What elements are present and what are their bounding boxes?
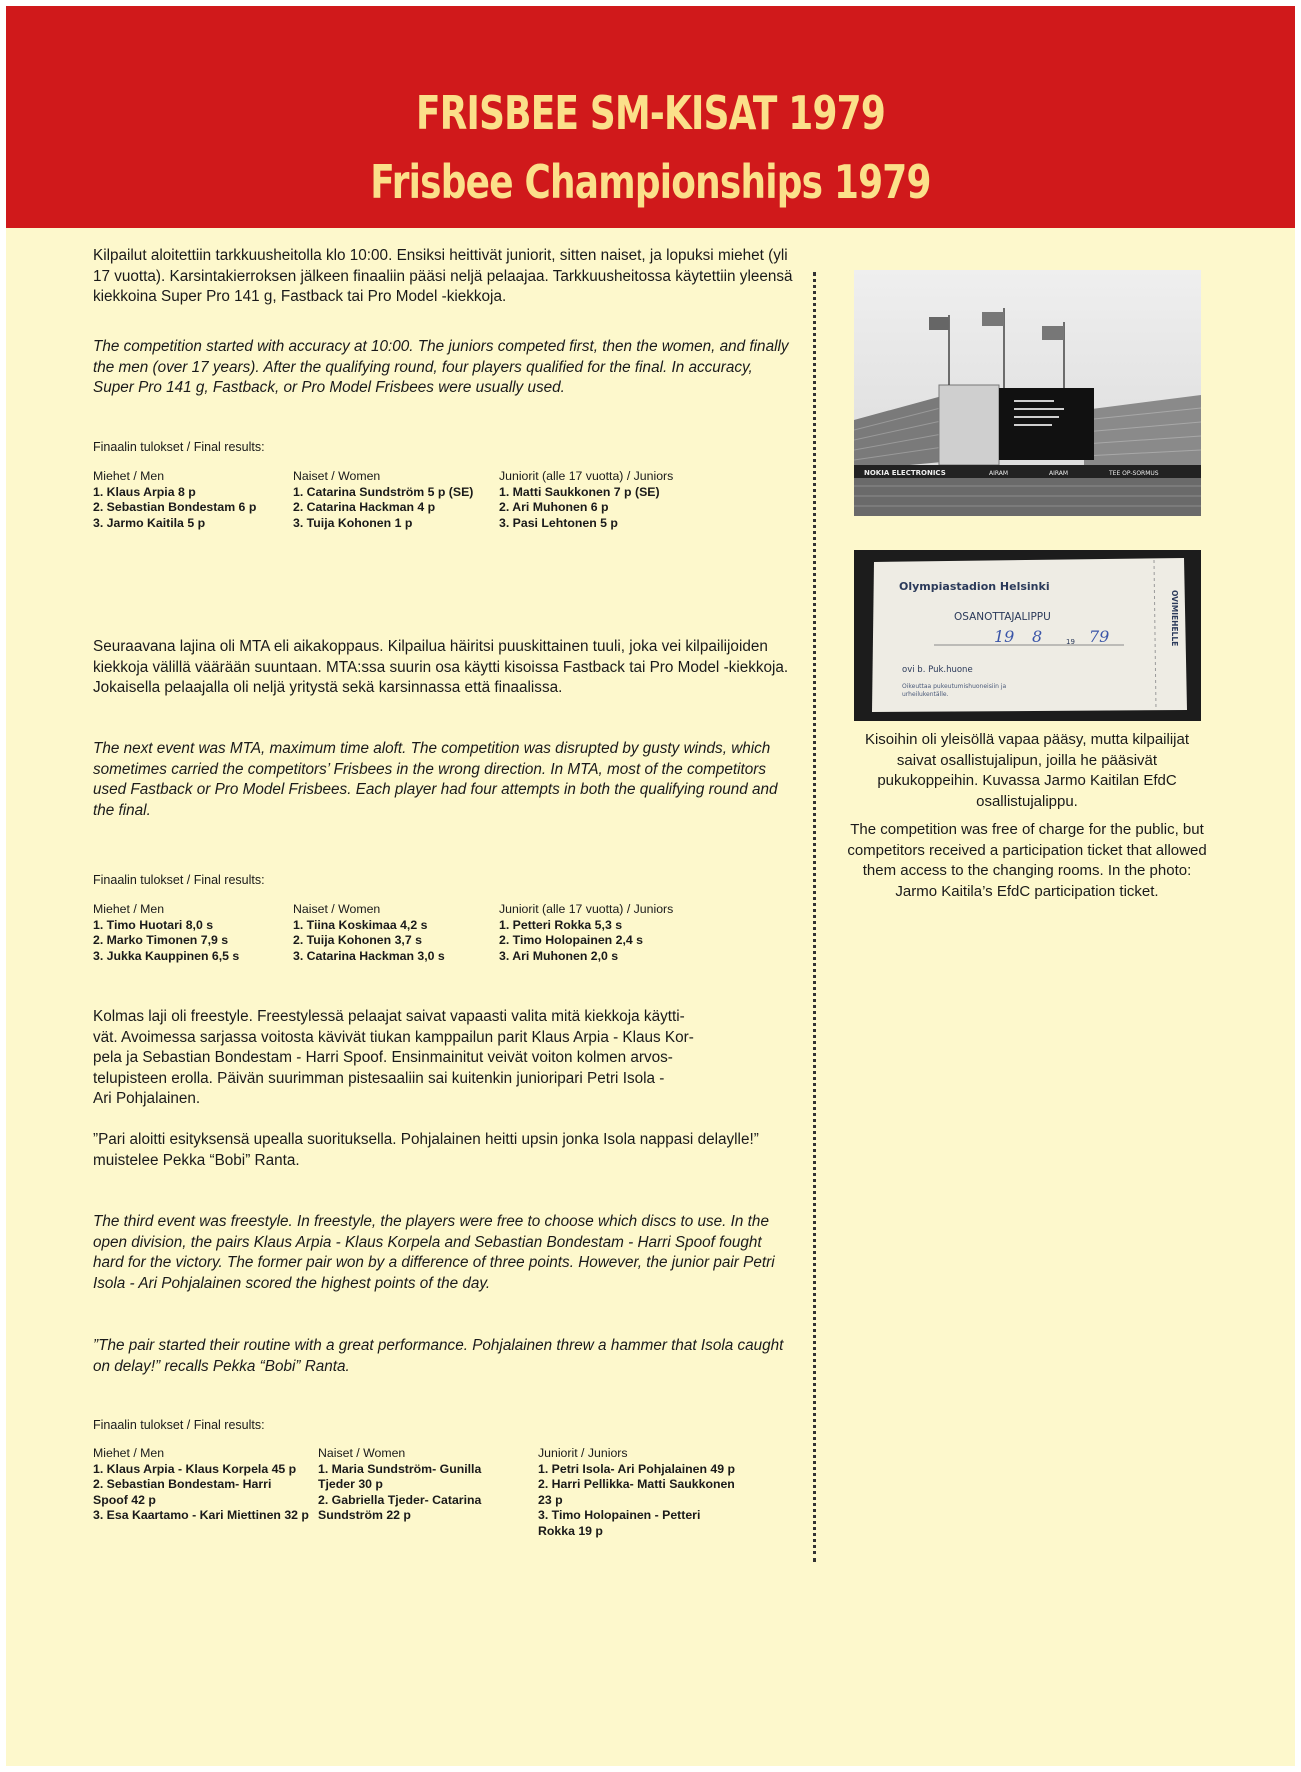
accuracy-results-women (293, 469, 473, 531)
accuracy-text-en: The competition started with accuracy at 10:00. The juniors competed first, then the women, and finally the men (over 17 years). After the qualifying round, four players qualified for the final. In accuracy, Super Pro 141 g, Fastback, or Pro Model Frisbees were usually used. (93, 338, 789, 396)
results-column-head: Naiset / Women (293, 469, 381, 483)
results-column-head: Miehet / Men (93, 902, 165, 916)
freestyle-text-fi-line: Ari Pohjalainen. (93, 1090, 201, 1107)
mta-text-en: The next event was MTA, maximum time aloft. The competition was disrupted by gusty winds, which sometimes carried the competitors’ Frisbees in the wrong direction. In MTA, most of the competitors used Fastback or Pro Model Frisbees. Each player had four attempts in both the qualifying round and the final. (93, 740, 778, 819)
results-column-head: Miehet / Men (93, 1446, 165, 1460)
accuracy-section (93, 246, 793, 308)
result-row: 2. Sebastian Bondestam 6 p (93, 500, 257, 514)
result-row: 3. Catarina Hackman 3,0 s (293, 948, 445, 963)
ticket-type: OSANOTTAJALIPPU (954, 611, 1051, 623)
accuracy-en (93, 337, 793, 399)
freestyle-text-en: The third event was freestyle. In freestyle, the players were free to choose which discs to use. In the open division, the pairs Klaus Arpia - Klaus Korpela and Sebastian Bondestam - Harri Spoof fought hard for the victory. The former pair won by a difference of three points. However, the junior pair Petri Isola - Ari Pohjalainen scored the highest points of the day. (93, 1213, 775, 1292)
ad-airam-1: AIRAM (989, 470, 1009, 477)
freestyle-text-fi-line: Kolmas laji oli freestyle. Freestylessä pelaajat saivat vapaasti valita mitä kiekkoja käytti- (93, 1008, 685, 1025)
mta-text-fi: Seuraavana lajina oli MTA eli aikakoppaus. Kilpailua häiritsi puuskittainen tuuli, joka vei kilpailijoiden kiekkoja välillä väärään suuntaan. MTA:ssa suurin osa käytti kisoissa Fastback tai Pro Model -kiekkoja. Jokaisella pelaajalla oli neljä yritystä sekä karsinnassa että finaalissa. (93, 638, 789, 696)
result-row: 3. Jukka Kauppinen 6,5 s (93, 948, 240, 963)
header-banner (6, 6, 1295, 228)
result-row: Spoof 42 p (93, 1492, 156, 1507)
accuracy-results-heading: Finaalin tulokset / Final results: (93, 440, 265, 454)
result-row: 3. Timo Holopainen - Petteri (538, 1508, 701, 1522)
result-row: 2. Ari Muhonen 6 p (499, 500, 609, 514)
result-row: 1. Petteri Rokka 5,3 s (499, 917, 623, 932)
stadium-photo (854, 270, 1201, 516)
ad-airam-2: AIRAM (1049, 470, 1069, 477)
accuracy-results-juniors (499, 469, 673, 531)
result-row: 1. Catarina Sundström 5 p (SE) (293, 484, 474, 499)
freestyle-quote-fi-wrap (93, 1130, 793, 1171)
participation-ticket (854, 550, 1201, 721)
freestyle-en-wrap (93, 1212, 793, 1294)
title-finnish: FRISBEE SM-KISAT 1979 (415, 86, 886, 140)
freestyle-results-heading: Finaalin tulokset / Final results: (93, 1418, 265, 1432)
ticket-venue: Olympiastadion Helsinki (899, 580, 1050, 593)
freestyle-quote-fi: ”Pari aloitti esityksensä upealla suorituksella. Pohjalainen heitti upsin jonka Isola nappasi delaylle!” muistelee Pekka “Bobi” Ranta. (93, 1131, 759, 1169)
freestyle-quote-en-wrap (93, 1336, 793, 1377)
result-row: 3. Pasi Lehtonen 5 p (499, 515, 618, 530)
freestyle-text-fi-line: pela ja Sebastian Bondestam - Harri Spoof. Ensinmainitut veivät voiton kolmen arvos- (93, 1049, 673, 1066)
photo-caption-en: The competition was free of charge for the public, but competitors received a participation ticket that allowed them access to the changing rooms. In the photo: Jarmo Kaitila’s EfdC participation ticket. (847, 821, 1207, 900)
result-row: 1. Klaus Arpia 8 p (93, 484, 196, 499)
ticket-side-label: OVIMIEHELLE (1170, 590, 1179, 647)
freestyle-results-women (318, 1446, 481, 1524)
ticket-door: ovi b. Puk.huone (902, 665, 973, 675)
result-row: Sundström 22 p (318, 1508, 411, 1522)
ticket-date-day: 19 (994, 627, 1015, 646)
stadium-photo-illustration (854, 270, 1201, 516)
result-row: Tjeder 30 p (318, 1477, 383, 1491)
freestyle-section (93, 1007, 823, 1110)
mta-results-juniors (499, 902, 673, 964)
result-row: Rokka 19 p (538, 1523, 603, 1538)
mta-en (93, 739, 793, 821)
ticket-note-1: Oikeuttaa pukeutumishuoneisiin ja (902, 683, 1007, 690)
result-row: 23 p (538, 1492, 563, 1507)
results-column-head: Naiset / Women (293, 902, 381, 916)
results-column-head: Miehet / Men (93, 469, 165, 483)
ad-nokia: NOKIA ELECTRONICS (864, 469, 946, 477)
mta-section (93, 637, 793, 699)
mta-results-heading: Finaalin tulokset / Final results: (93, 873, 265, 887)
result-row: 1. Petri Isola- Ari Pohjalainen 49 p (538, 1461, 736, 1476)
result-row: 2. Harri Pellikka- Matti Saukkonen (538, 1477, 735, 1491)
result-row: 2. Marko Timonen 7,9 s (93, 933, 229, 947)
result-row: 1. Matti Saukkonen 7 p (SE) (499, 484, 660, 499)
ticket-illustration (854, 550, 1201, 721)
result-row: 1. Maria Sundström- Gunilla (318, 1461, 482, 1476)
title-english: Frisbee Championships 1979 (370, 155, 931, 209)
accuracy-results-men (93, 469, 256, 531)
freestyle-text-fi-line: vät. Avoimessa sarjassa voitosta kävivät tiukan kamppailun parit Klaus Arpia - Klaus Kor- (93, 1028, 694, 1046)
freestyle-text-fi-line: telupisteen erolla. Päivän suurimman pistesaaliin sai kuitenkin junioripari Petri Isola - (93, 1069, 665, 1087)
result-row: 2. Gabriella Tjeder- Catarina (318, 1492, 482, 1507)
freestyle-results-juniors (538, 1446, 735, 1539)
results-column-head: Juniorit (alle 17 vuotta) / Juniors (499, 469, 674, 483)
ticket-date-year: 79 (1089, 627, 1110, 646)
result-row: 1. Timo Huotari 8,0 s (93, 917, 214, 932)
result-row: 2. Tuija Kohonen 3,7 s (293, 933, 422, 947)
results-column-head: Naiset / Women (318, 1446, 406, 1460)
poster-page (6, 6, 1295, 1766)
result-row: 1. Klaus Arpia - Klaus Korpela 45 p (93, 1461, 297, 1476)
freestyle-quote-en: ”The pair started their routine with a great performance. Pohjalainen threw a hammer that Isola caught on delay!” recalls Pekka “Bobi” Ranta. (93, 1337, 784, 1375)
results-column-head: Juniorit / Juniors (538, 1446, 628, 1460)
freestyle-results-men (93, 1446, 309, 1524)
dotted-divider (813, 272, 816, 1562)
photo-caption-fi: Kisoihin oli yleisöllä vapaa pääsy, mutta kilpailijat saivat osallistujalipun, joilla he pääsivät pukukoppeihin. Kuvassa Jarmo Kaitilan EfdC osallistujalippu. (864, 731, 1190, 810)
results-column-head: Juniorit (alle 17 vuotta) / Juniors (499, 902, 674, 916)
result-row: 1. Tiina Koskimaa 4,2 s (293, 917, 428, 932)
result-row: 2. Timo Holopainen 2,4 s (499, 933, 643, 947)
result-row: 3. Esa Kaartamo - Kari Miettinen 32 p (93, 1508, 309, 1522)
result-row: 2. Catarina Hackman 4 p (293, 500, 436, 514)
result-row: 3. Tuija Kohonen 1 p (293, 515, 413, 530)
result-row: 3. Jarmo Kaitila 5 p (93, 515, 206, 530)
ad-op-sormus: TEE OP-SORMUS (1109, 470, 1159, 477)
ticket-date-month: 8 (1032, 627, 1043, 646)
mta-results-men (93, 902, 239, 964)
result-row: 2. Sebastian Bondestam- Harri (93, 1477, 272, 1491)
ticket-date-year-prefix: 19 (1066, 638, 1075, 646)
result-row: 3. Ari Muhonen 2,0 s (499, 948, 619, 963)
accuracy-text-fi: Kilpailut aloitettiin tarkkuusheitolla klo 10:00. Ensiksi heittivät juniorit, sitten naiset, ja lopuksi miehet (yli 17 vuotta). Karsintakierroksen jälkeen finaaliin pääsi neljä pelaajaa. Tarkkuusheitossa käytettiin yleensä kiekkoina Super Pro 141 g, Fastback tai Pro Model -kiekkoja. (93, 247, 793, 305)
mta-results-women (293, 902, 445, 964)
ticket-note-2: urheilukentälle. (902, 691, 949, 698)
